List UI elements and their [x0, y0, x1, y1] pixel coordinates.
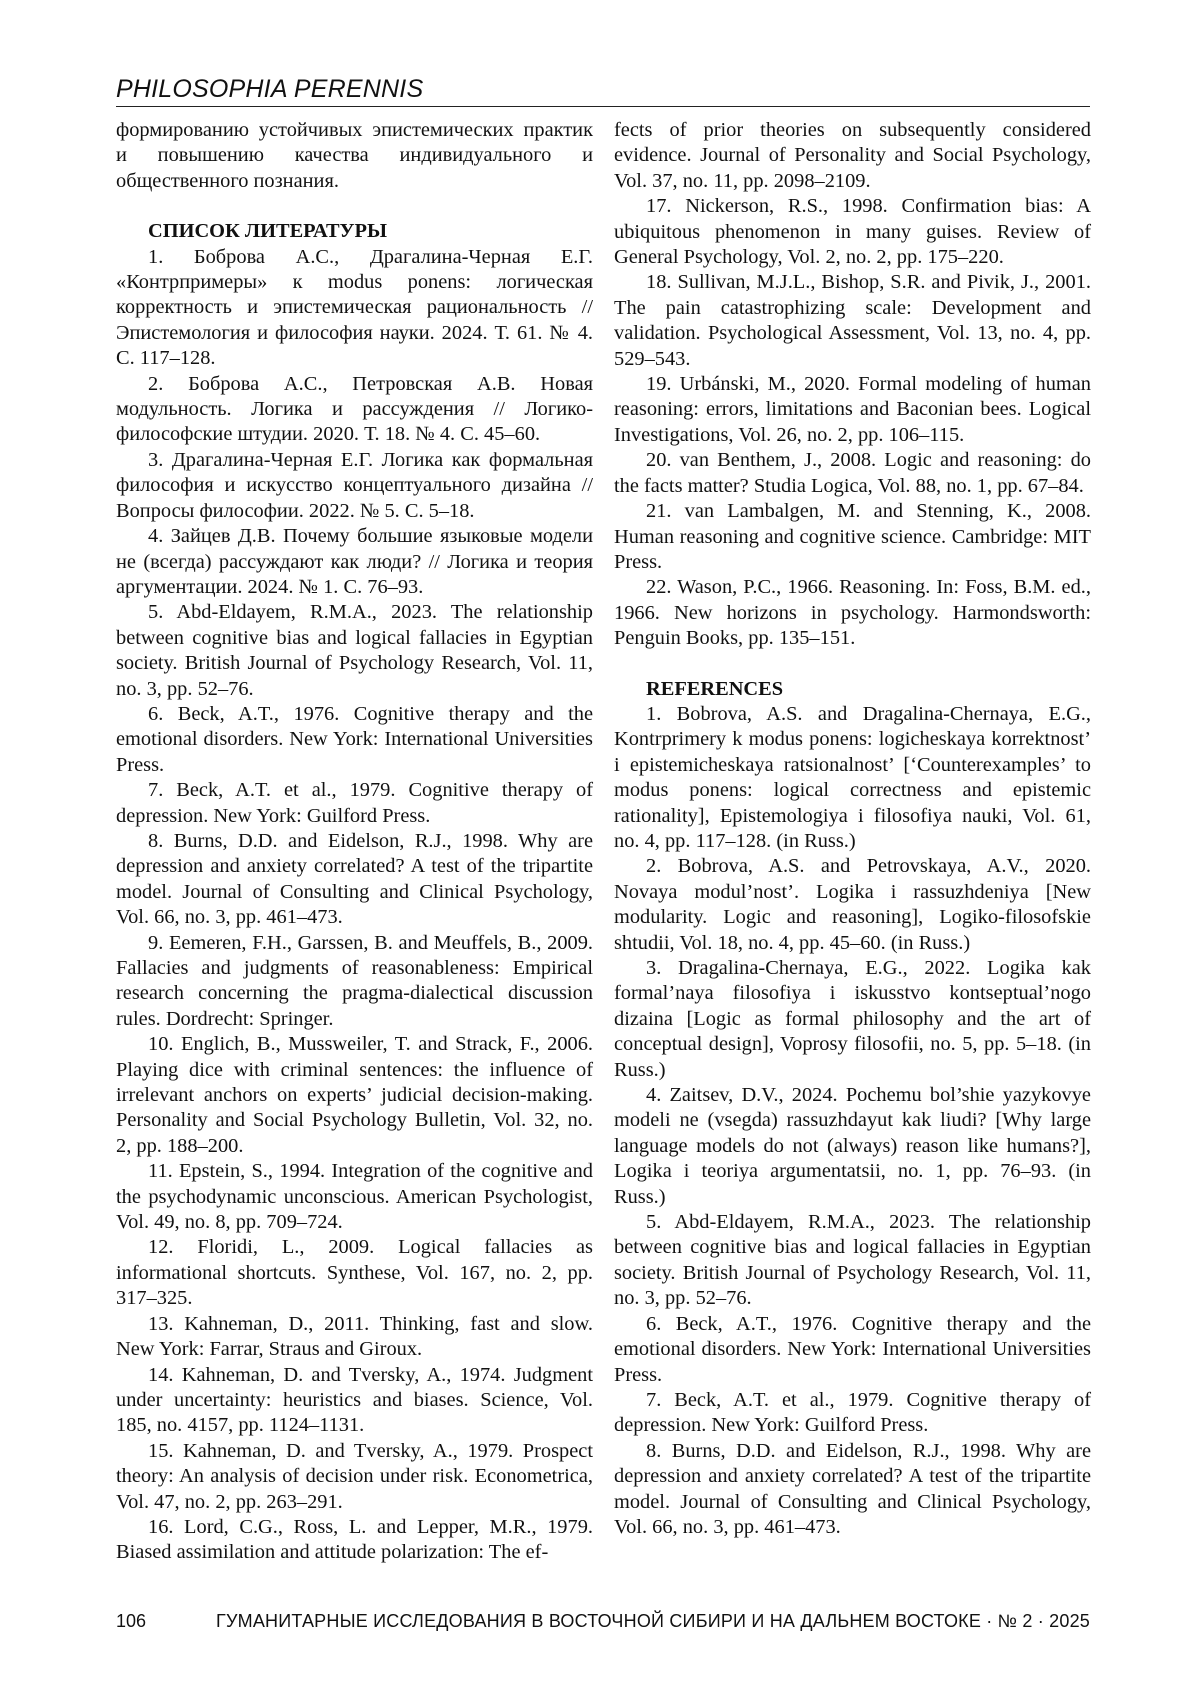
references-heading: REFERENCES	[646, 677, 784, 700]
reference-entry: 15. Kahneman, D. and Tversky, A., 1979. Prospect theory: An analysis of decision under risk. Econometrica, Vol. 47, no. 2, pp. 263–291.	[116, 1439, 593, 1513]
reference-entry: 12. Floridi, L., 2009. Logical fallacies as informational shortcuts. Synthese, Vol. 167, no. 2, pp. 317–325.	[116, 1236, 593, 1310]
right-column	[614, 118, 1091, 1540]
transliterated-reference: 8. Burns, D.D. and Eidelson, R.J., 1998. Why are depression and anxiety correlated? A test of the tripartite model. Journal of Consulting and Clinical Psychology, Vol. 66, no. 3, pp. 461–473.	[614, 1439, 1091, 1538]
journal-title: ГУМАНИТАРНЫЕ ИССЛЕДОВАНИЯ В ВОСТОЧНОЙ СИБИРИ И НА ДАЛЬНЕМ ВОСТОКЕ · № 2 · 2025	[216, 1611, 1090, 1631]
transliterated-reference: 1. Bobrova, A.S. and Dragalina-Chernaya, E.G., Kontrprimery k modus ponens: logicheskaya korrektnost’ i epistemicheskaya ratsionalnost’ [‘Counterexamples’ to modus ponens: logical correctness and epistemic rationality], Epistemologiya i filosofiya nauki, Vol. 61, no. 4, pp. 117–128. (in Russ.)	[614, 702, 1091, 852]
reference-entry: 4. Зайцев Д.В. Почему большие языковые модели не (всегда) рассуждают как люди? // Логика и теория аргументации. 2024. № 1. С. 76–93.	[116, 525, 593, 598]
transliterated-reference: 4. Zaitsev, D.V., 2024. Pochemu bol’shie yazykovye modeli ne (vsegda) rassuzhdayut kak liudi? [Why large language models do not (always) reason like humans?], Logika i teoriya argumentatsii, no. 1, pp. 76–93. (in Russ.)	[614, 1084, 1091, 1208]
reference-entry: 3. Драгалина-Черная Е.Г. Логика как формальная философия и искусство концептуального дизайна // Вопросы философии. 2022. № 5. С. 5–18.	[116, 448, 593, 522]
running-header: PHILOSOPHIA PERENNIS	[116, 74, 1090, 107]
reference-entry: 14. Kahneman, D. and Tversky, A., 1974. Judgment under uncertainty: heuristics and biases. Science, Vol. 185, no. 4157, pp. 1124–1131.	[116, 1363, 593, 1437]
reference-entry: 10. Englich, B., Mussweiler, T. and Strack, F., 2006. Playing dice with criminal sentences: the influence of irrelevant anchors on experts’ judicial decision-making. Personality and Social Psychology Bulletin, Vol. 32, no. 2, pp. 188–200.	[116, 1033, 593, 1157]
intro-paragraph: формированию устойчивых эпистемических практик и повышению качества индивидуального и общественного познания.	[116, 119, 593, 192]
reference-entry: 21. van Lambalgen, M. and Stenning, K., 2008. Human reasoning and cognitive science. Cambridge: MIT Press.	[614, 500, 1091, 573]
reference-entry: 18. Sullivan, M.J.L., Bishop, S.R. and Pivik, J., 2001. The pain catastrophizing scale: Development and validation. Psychological Assessment, Vol. 13, no. 4, pp. 529–543.	[614, 271, 1091, 370]
reference-entry: 2. Боброва А.С., Петровская А.В. Новая модульность. Логика и рассуждения // Логико-философские штудии. 2020. Т. 18. № 4. С. 45–60.	[116, 372, 593, 446]
reference-entry: 8. Burns, D.D. and Eidelson, R.J., 1998. Why are depression and anxiety correlated? A test of the tripartite model. Journal of Consulting and Clinical Psychology, Vol. 66, no. 3, pp. 461–473.	[116, 829, 593, 929]
reference-entry: 9. Eemeren, F.H., Garssen, B. and Meuffels, B., 2009. Fallacies and judgments of reasonableness: Empirical research concerning the pragma-dialectical discussion rules. Dordrecht: Springer.	[116, 931, 593, 1030]
reference-entry: 20. van Benthem, J., 2008. Logic and reasoning: do the facts matter? Studia Logica, Vol. 88, no. 1, pp. 67–84.	[614, 449, 1091, 497]
reference-entry: 1. Боброва А.С., Драгалина-Черная Е.Г. «Контрпримеры» к modus ponens: логическая корректность и эпистемическая рациональность // Эпистемология и философия науки. 2024. Т. 61. № 4. С. 117–128.	[116, 245, 593, 370]
page-number: 106	[116, 1611, 147, 1631]
transliterated-reference: 7. Beck, A.T. et al., 1979. Cognitive therapy of depression. New York: Guilford Press.	[614, 1388, 1091, 1437]
reference-entry: 11. Epstein, S., 1994. Integration of the cognitive and the psychodynamic unconscious. American Psychologist, Vol. 49, no. 8, pp. 709–724.	[116, 1160, 593, 1234]
reference-entry: 6. Beck, A.T., 1976. Cognitive therapy and the emotional disorders. New York: International Universities Press.	[116, 702, 593, 776]
left-column	[116, 118, 593, 1566]
reference-entry: 13. Kahneman, D., 2011. Thinking, fast and slow. New York: Farrar, Straus and Giroux.	[116, 1312, 593, 1361]
transliterated-reference: 5. Abd-Eldayem, R.M.A., 2023. The relationship between cognitive bias and logical fallacies in Egyptian society. British Journal of Psychology Research, Vol. 11, no. 3, pp. 52–76.	[614, 1211, 1091, 1310]
reference-entry: 5. Abd-Eldayem, R.M.A., 2023. The relationship between cognitive bias and logical fallacies in Egyptian society. British Journal of Psychology Research, Vol. 11, no. 3, pp. 52–76.	[116, 601, 593, 700]
transliterated-reference: 2. Bobrova, A.S. and Petrovskaya, A.V., 2020. Novaya modul’nost’. Logika i rassuzhdeniya [New modularity. Logic and reasoning], Logiko-filosofskie shtudii, Vol. 18, no. 4, pp. 45–60. (in Russ.)	[614, 855, 1091, 954]
reference-entry: 19. Urbánski, M., 2020. Formal modeling of human reasoning: errors, limitations and Baconian bees. Logical Investigations, Vol. 26, no. 2, pp. 106–115.	[614, 373, 1091, 446]
transliterated-reference: 6. Beck, A.T., 1976. Cognitive therapy and the emotional disorders. New York: International Universities Press.	[614, 1312, 1091, 1386]
bibliography-heading: СПИСОК ЛИТЕРАТУРЫ	[148, 220, 387, 243]
reference-continuation: fects of prior theories on subsequently considered evidence. Journal of Personality and Social Psychology, Vol. 37, no. 11, pp. 2098–2109.	[614, 119, 1091, 192]
reference-entry: 22. Wason, P.C., 1966. Reasoning. In: Foss, B.M. ed., 1966. New horizons in psychology. Harmondsworth: Penguin Books, pp. 135–151.	[614, 576, 1091, 650]
reference-entry: 16. Lord, C.G., Ross, L. and Lepper, M.R., 1979. Biased assimilation and attitude polarization: The ef-	[116, 1515, 593, 1564]
transliterated-reference: 3. Dragalina-Chernaya, E.G., 2022. Logika kak formal’naya filosofiya i iskusstvo kontseptual’nogo dizaina [Logic as formal philosophy and the art of conceptual design], Voprosy filosofii, no. 5, pp. 5–18. (in Russ.)	[614, 957, 1091, 1081]
reference-entry: 7. Beck, A.T. et al., 1979. Cognitive therapy of depression. New York: Guilford Press.	[116, 779, 593, 827]
reference-entry: 17. Nickerson, R.S., 1998. Confirmation bias: A ubiquitous phenomenon in many guises. Review of General Psychology, Vol. 2, no. 2, pp. 175–220.	[614, 195, 1091, 269]
